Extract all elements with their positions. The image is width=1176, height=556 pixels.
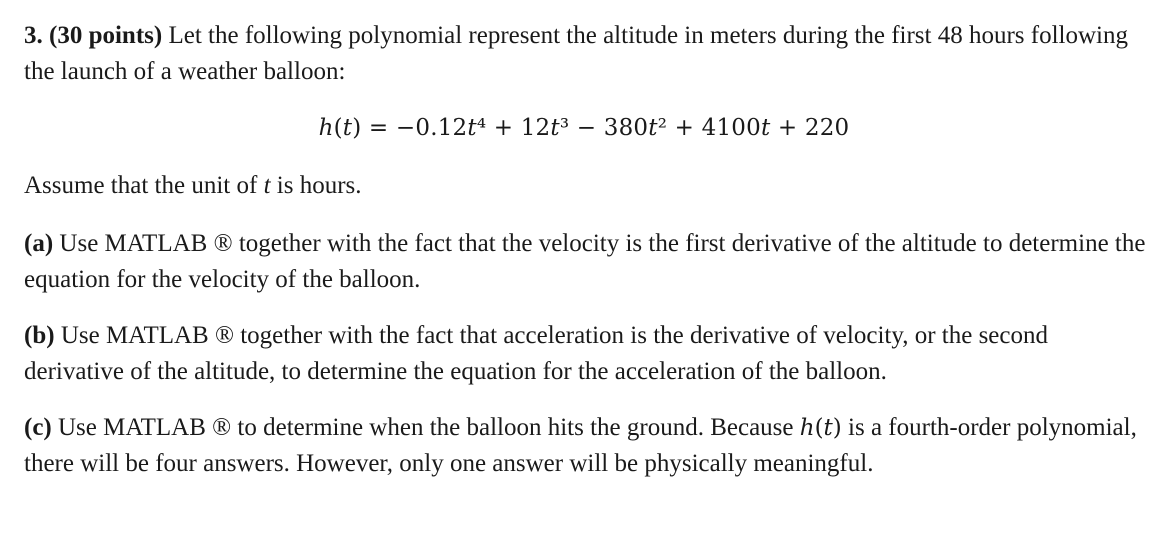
part-c-text-after: is a fourth-order polynomial, there will be four answers. However, only one answer will be physically meaningful. [24, 414, 1137, 477]
part-c [24, 410, 1154, 482]
problem-statement [24, 18, 1154, 90]
part-c-math-h-of-t: ℎ(𝑡) [799, 415, 842, 441]
part-b-label: (b) [24, 322, 55, 349]
part-b [24, 318, 1154, 390]
problem-number: 3. (30 points) [24, 22, 163, 49]
variable-t: t [263, 172, 271, 199]
unit-assumption [24, 168, 1154, 204]
problem-intro: Let the following polynomial represent the altitude in meters during the first 48 hours following the launch of a weather balloon: [24, 22, 1128, 85]
part-a-label: (a) [24, 230, 54, 257]
part-b-text: Use MATLAB ® together with the fact that acceleration is the derivative of velocity, or the second derivative of the altitude, to determine the equation for the acceleration of the balloon. [24, 322, 1048, 385]
part-c-text-before: Use MATLAB ® to determine when the balloon hits the ground. Because [51, 414, 800, 441]
part-a [24, 226, 1154, 298]
assumption-text-after: is hours. [270, 172, 362, 199]
document-page [24, 18, 1154, 502]
altitude-equation: ℎ(𝑡) = −0.12𝑡⁴ + 12𝑡³ − 380𝑡² + 4100𝑡 + 220 [318, 115, 850, 141]
assumption-text-before: Assume that the unit of [24, 172, 264, 199]
part-c-label: (c) [24, 414, 52, 441]
part-a-text: Use MATLAB ® together with the fact that the velocity is the first derivative of the altitude to determine the equation for the velocity of the balloon. [24, 230, 1146, 293]
